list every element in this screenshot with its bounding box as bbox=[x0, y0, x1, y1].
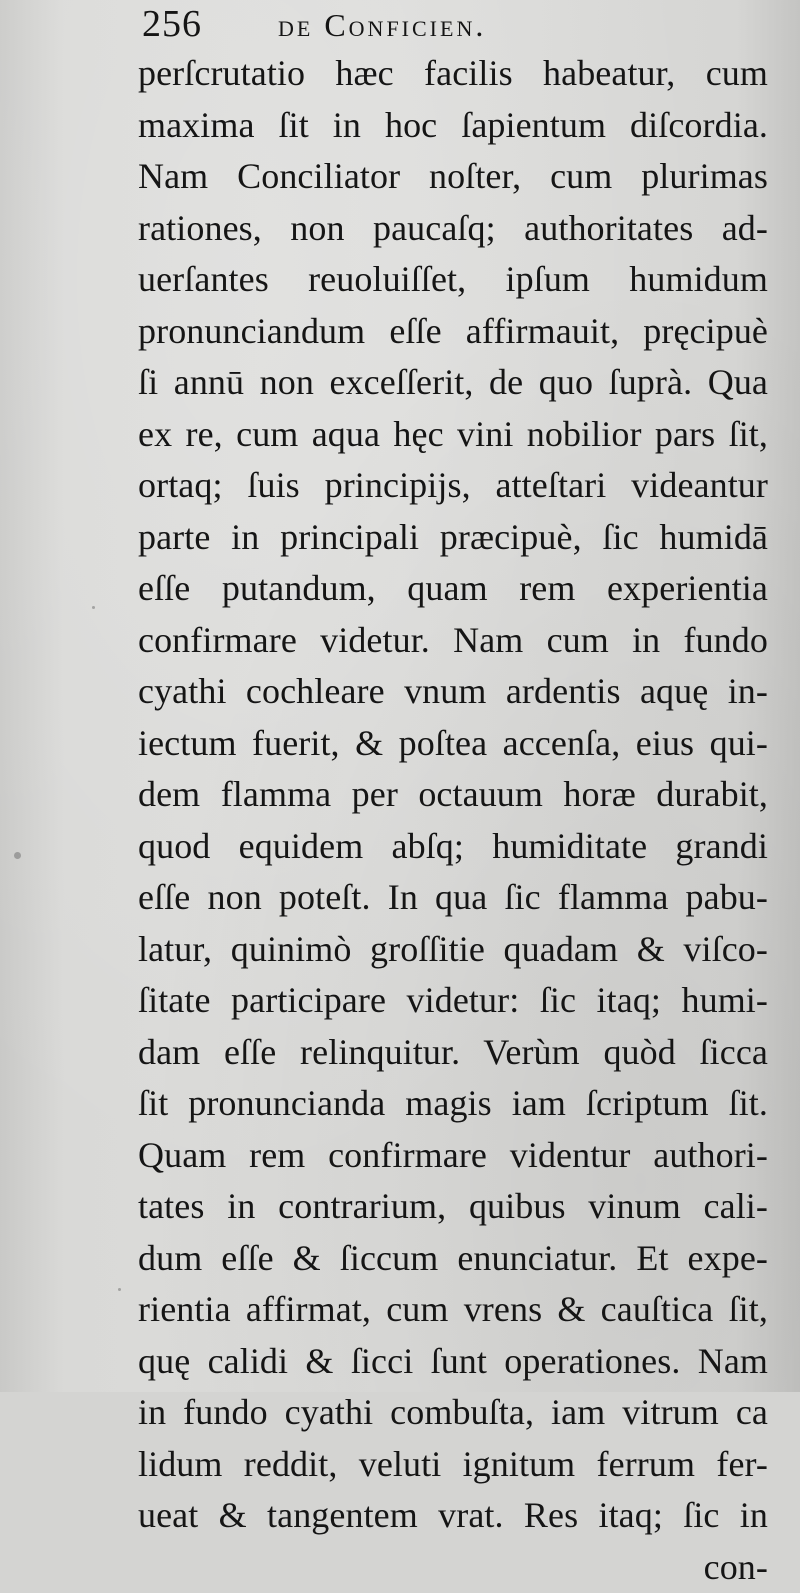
text-line: Quam rem confirmare videntur authori- bbox=[138, 1130, 768, 1182]
text-line: ſitate participare videtur: ſic itaq; humi- bbox=[138, 975, 768, 1027]
text-line: dam eſſe relinquitur. Verùm quòd ſicca bbox=[138, 1027, 768, 1079]
text-line: iectum fuerit, & poſtea accenſa, eius qui- bbox=[138, 718, 768, 770]
text-line: eſſe non poteſt. In qua ſic flamma pabu- bbox=[138, 872, 768, 924]
page-header bbox=[142, 2, 762, 42]
text-line: ex re, cum aqua hęc vini nobilior pars ſit, bbox=[138, 409, 768, 461]
body-text bbox=[138, 48, 768, 1593]
text-line: latur, quinimò groſſitie quadam & viſco- bbox=[138, 924, 768, 976]
text-line: lidum reddit, veluti ignitum ferrum fer- bbox=[138, 1439, 768, 1491]
text-line: in fundo cyathi combuſta, iam vitrum ca bbox=[138, 1387, 768, 1439]
text-line: tates in contrarium, quibus vinum cali- bbox=[138, 1181, 768, 1233]
page-number: 256 bbox=[142, 2, 202, 46]
text-line: pronunciandum eſſe affirmauit, pręcipuè bbox=[138, 306, 768, 358]
text-line: cyathi cochleare vnum ardentis aquę in- bbox=[138, 666, 768, 718]
text-line: maxima ſit in hoc ſapientum diſcordia. bbox=[138, 100, 768, 152]
text-line: confirmare videtur. Nam cum in fundo bbox=[138, 615, 768, 667]
text-line: parte in principali præcipuè, ſic humidā bbox=[138, 512, 768, 564]
text-line: quod equidem abſq; humiditate grandi bbox=[138, 821, 768, 873]
paper-speck bbox=[92, 606, 95, 609]
text-line: ortaq; ſuis principijs, atteſtari videantur bbox=[138, 460, 768, 512]
paper-speck bbox=[14, 852, 21, 859]
text-line: ueat & tangentem vrat. Res itaq; ſic in bbox=[138, 1490, 768, 1542]
text-line: perſcrutatio hæc facilis habeatur, cum bbox=[138, 48, 768, 100]
text-line: quę calidi & ſicci ſunt operationes. Nam bbox=[138, 1336, 768, 1388]
text-line: rationes, non paucaſq; authoritates ad- bbox=[138, 203, 768, 255]
text-line: eſſe putandum, quam rem experientia bbox=[138, 563, 768, 615]
text-line: ſi annū non exceſſerit, de quo ſuprà. Qua bbox=[138, 357, 768, 409]
running-head: de Conficien. bbox=[278, 7, 486, 44]
paper-speck bbox=[118, 1288, 121, 1291]
text-line: Nam Conciliator noſter, cum plurimas bbox=[138, 151, 768, 203]
text-line: rientia affirmat, cum vrens & cauſtica ſit, bbox=[138, 1284, 768, 1336]
text-line: dum eſſe & ſiccum enunciatur. Et expe- bbox=[138, 1233, 768, 1285]
text-line: ſit pronuncianda magis iam ſcriptum ſit. bbox=[138, 1078, 768, 1130]
text-line: uerſantes reuoluiſſet, ipſum humidum bbox=[138, 254, 768, 306]
catchword: con- bbox=[138, 1542, 768, 1593]
text-line: dem flamma per octauum horæ durabit, bbox=[138, 769, 768, 821]
